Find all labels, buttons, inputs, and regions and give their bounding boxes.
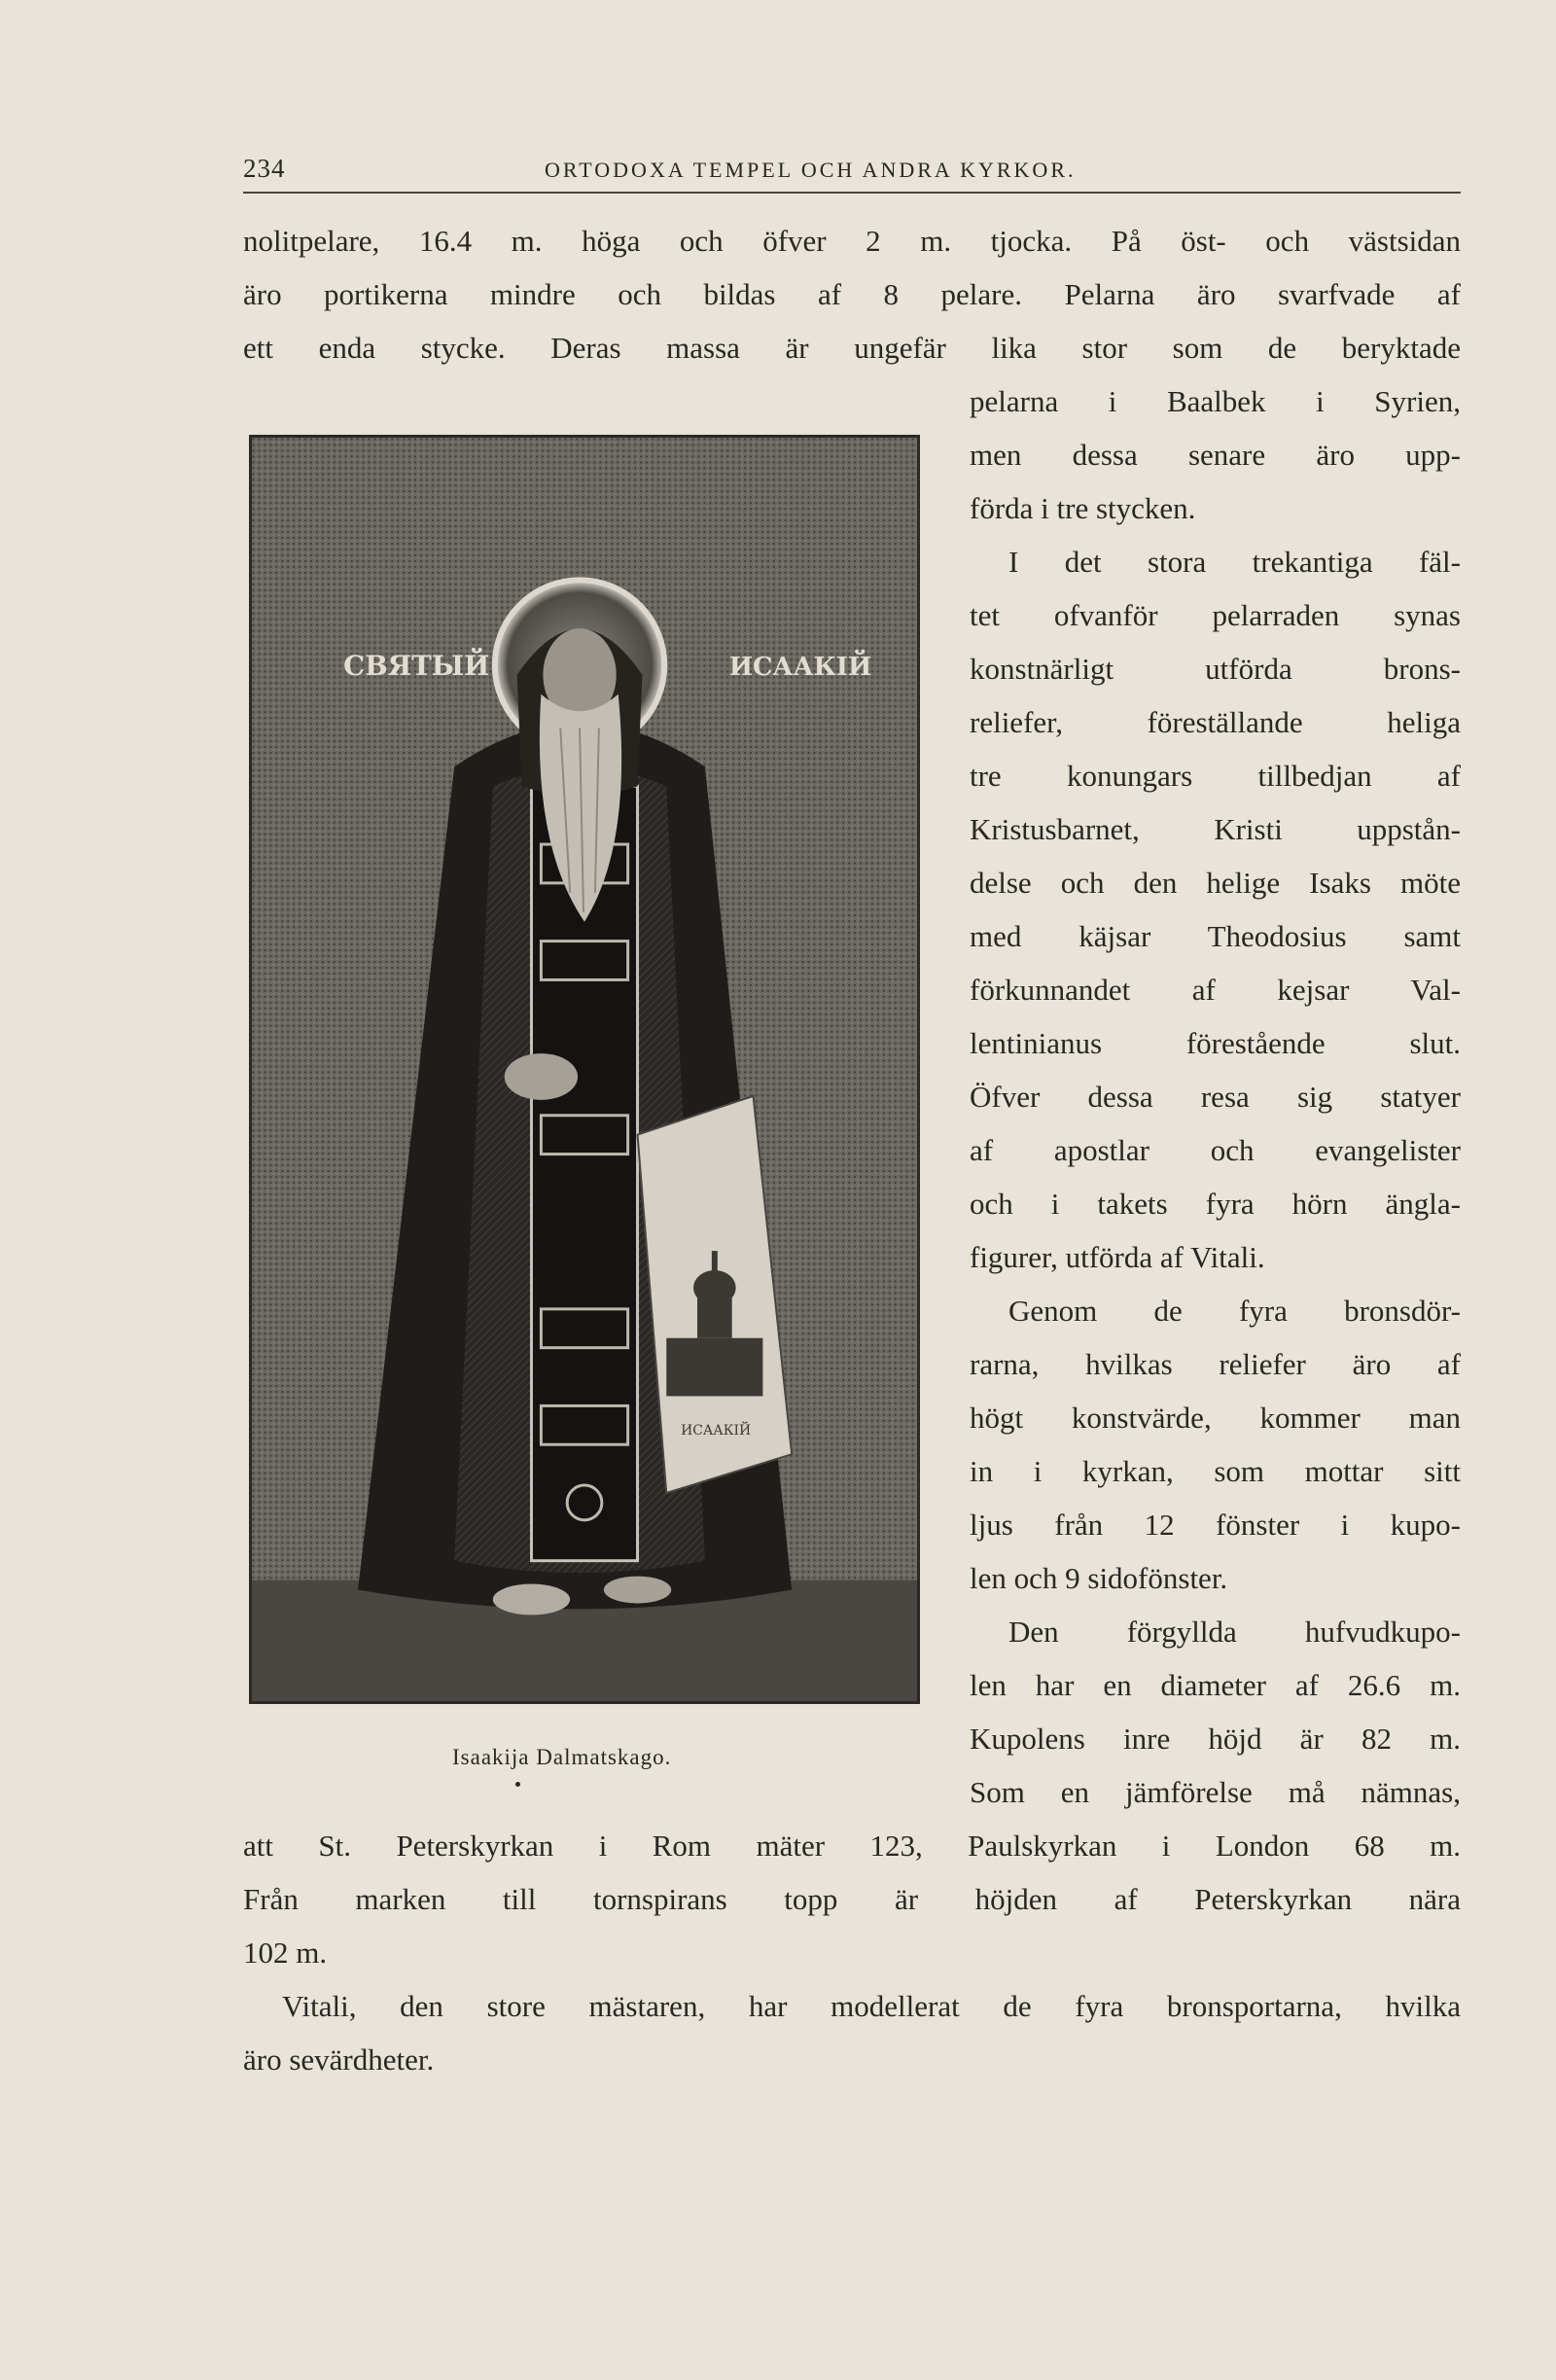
text-line: Kupolens inre höjd är 82 m. <box>970 1722 1461 1756</box>
header-rule <box>243 192 1461 194</box>
text-line: 102 m. <box>243 1936 328 1970</box>
text-line: Den förgyllda hufvudkupo- <box>1008 1615 1461 1649</box>
text-line: äro sevärdheter. <box>243 2043 435 2077</box>
text-line: I det stora trekantiga fäl- <box>1008 545 1461 579</box>
text-line: tre konungars tillbedjan af <box>970 759 1461 793</box>
text-line: ett enda stycke. Deras massa är ungefär lika stor som de beryktade <box>243 331 1461 365</box>
hand <box>505 1053 578 1100</box>
text-line: med käjsar Theodosius samt <box>970 919 1461 953</box>
text-line: Öfver dessa resa sig statyer <box>970 1080 1461 1114</box>
text-line: förda i tre stycken. <box>970 491 1196 525</box>
text-line: nolitpelare, 16.4 m. höga och öfver 2 m. tjocka. På öst- och västsidan <box>243 224 1461 258</box>
text-line: Vitali, den store mästaren, har modellerat de fyra bronsportarna, hvilka <box>282 1989 1461 2023</box>
text-line: förkunnandet af kejsar Val- <box>970 973 1461 1007</box>
print-speck <box>515 1782 520 1787</box>
page-number: 234 <box>243 154 286 183</box>
page-header <box>243 154 1459 193</box>
text-line: figurer, utförda af Vitali. <box>970 1240 1265 1274</box>
foot-left <box>493 1584 570 1616</box>
inscription-right: ИСААКІЙ <box>728 652 872 682</box>
text-line: lentinianus förestående slut. <box>970 1026 1461 1060</box>
text-line: äro portikerna mindre och bildas af 8 pelare. Pelarna äro svarfvade af <box>243 277 1461 311</box>
text-line: Som en jämförelse må nämnas, <box>970 1775 1461 1809</box>
text-line: rarna, hvilkas reliefer äro af <box>970 1347 1461 1381</box>
text-line: Från marken till tornspirans topp är höjden af Peterskyrkan nära <box>243 1882 1461 1916</box>
saint-engraving <box>252 438 917 1701</box>
text-line: len och 9 sidofönster. <box>970 1561 1228 1595</box>
running-title: ORTODOXA TEMPEL OCH ANDRA KYRKOR. <box>545 158 1077 182</box>
text-line: in i kyrkan, som mottar sitt <box>970 1454 1461 1488</box>
inscription-left: СВЯТЫЙ <box>343 649 490 682</box>
scroll-text: ИСААКІЙ <box>681 1423 752 1439</box>
text-line: och i takets fyra hörn ängla- <box>970 1187 1461 1221</box>
text-line: reliefer, föreställande heliga <box>970 705 1461 739</box>
text-line: Kristusbarnet, Kristi uppstån- <box>970 812 1461 846</box>
text-line: len har en diameter af 26.6 m. <box>970 1668 1461 1702</box>
text-line: konstnärligt utförda brons- <box>970 652 1461 686</box>
text-line: delse och den helige Isaks möte <box>970 866 1461 900</box>
saint-illustration <box>249 435 920 1704</box>
text-line: men dessa senare äro upp- <box>970 438 1461 472</box>
text-line: att St. Peterskyrkan i Rom mäter 123, Paulskyrkan i London 68 m. <box>243 1829 1461 1863</box>
text-line: högt konstvärde, kommer man <box>970 1401 1461 1435</box>
illustration-caption: Isaakija Dalmatskago. <box>452 1745 672 1769</box>
text-line: af apostlar och evangelister <box>970 1133 1461 1167</box>
text-line: Genom de fyra bronsdör- <box>1008 1294 1461 1328</box>
text-line: tet ofvanför pelarraden synas <box>970 598 1461 632</box>
text-line: ljus från 12 fönster i kupo- <box>970 1508 1461 1542</box>
foot-right <box>604 1577 671 1604</box>
text-line: pelarna i Baalbek i Syrien, <box>970 384 1461 418</box>
